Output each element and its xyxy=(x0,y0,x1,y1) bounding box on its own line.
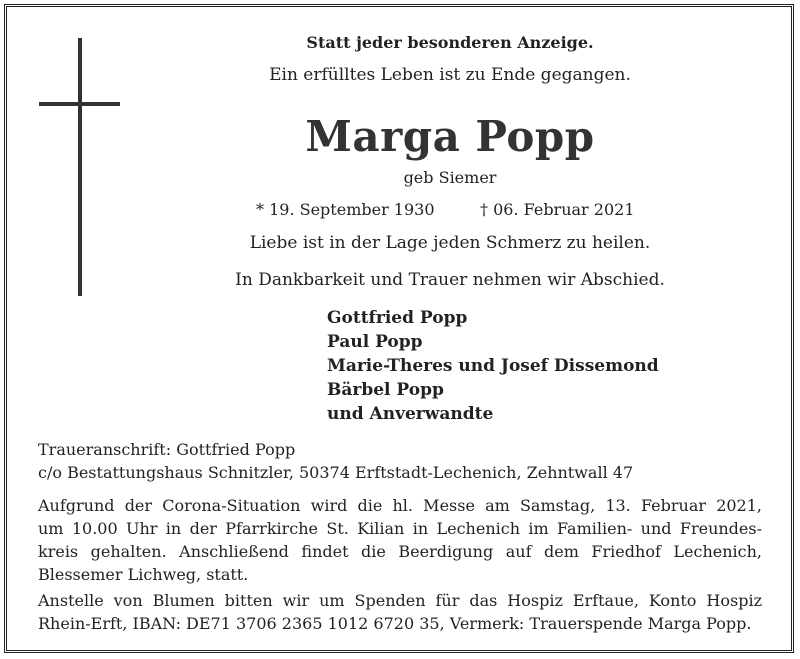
birth-date: * 19. September 1930 xyxy=(256,200,435,219)
address-line: c/o Bestattungshaus Schnitzler, 50374 Erftstadt-Lechenich, Zehntwall 47 xyxy=(38,463,634,482)
mourner-name: Gottfried Popp xyxy=(327,308,468,328)
address-line: Traueranschrift: Gottfried Popp xyxy=(38,440,296,459)
mourner-name: und Anverwandte xyxy=(327,404,494,424)
notice-line: Blessemer Lichweg, statt. xyxy=(38,565,249,584)
notice-line: um 10.00 Uhr in der Pfarrkirche St. Kilian in Lechenich im Familien- und Freundes- xyxy=(38,519,762,538)
mourning-address xyxy=(38,438,762,484)
subheader-line: Ein erfülltes Leben ist zu Ende gegangen. xyxy=(269,65,631,85)
mourner-name: Marie-Theres und Josef Dissemond xyxy=(327,356,659,376)
donation-line: Rhein-Erft, IBAN: DE71 3706 2365 1012 6720 35, Vermerk: Trauerspende Marga Popp. xyxy=(38,614,752,633)
cross-icon xyxy=(78,38,82,296)
funeral-notice xyxy=(38,494,762,586)
mourner-name: Bärbel Popp xyxy=(327,380,444,400)
cross-icon-bar xyxy=(39,102,120,106)
notice-line: kreis gehalten. Anschließend findet die Beerdigung auf dem Friedhof Lechenich, xyxy=(38,542,762,561)
death-date: † 06. Februar 2021 xyxy=(480,200,635,219)
mourner-name: Paul Popp xyxy=(327,332,423,352)
notice-line: Aufgrund der Corona-Situation wird die hl. Messe am Samstag, 13. Februar 2021, xyxy=(38,496,762,515)
quote: Liebe ist in der Lage jeden Schmerz zu heilen. xyxy=(249,233,651,253)
donation-line: Anstelle von Blumen bitten wir um Spenden für das Hospiz Erftaue, Konto Hospiz xyxy=(38,591,762,610)
deceased-name: Marga Popp xyxy=(305,112,595,161)
mourners-list xyxy=(327,306,659,426)
header-line: Statt jeder besonderen Anzeige. xyxy=(306,33,594,52)
maiden-name: geb Siemer xyxy=(403,168,497,187)
donation-notice xyxy=(38,589,762,635)
farewell-line: In Dankbarkeit und Trauer nehmen wir Abschied. xyxy=(235,270,665,290)
